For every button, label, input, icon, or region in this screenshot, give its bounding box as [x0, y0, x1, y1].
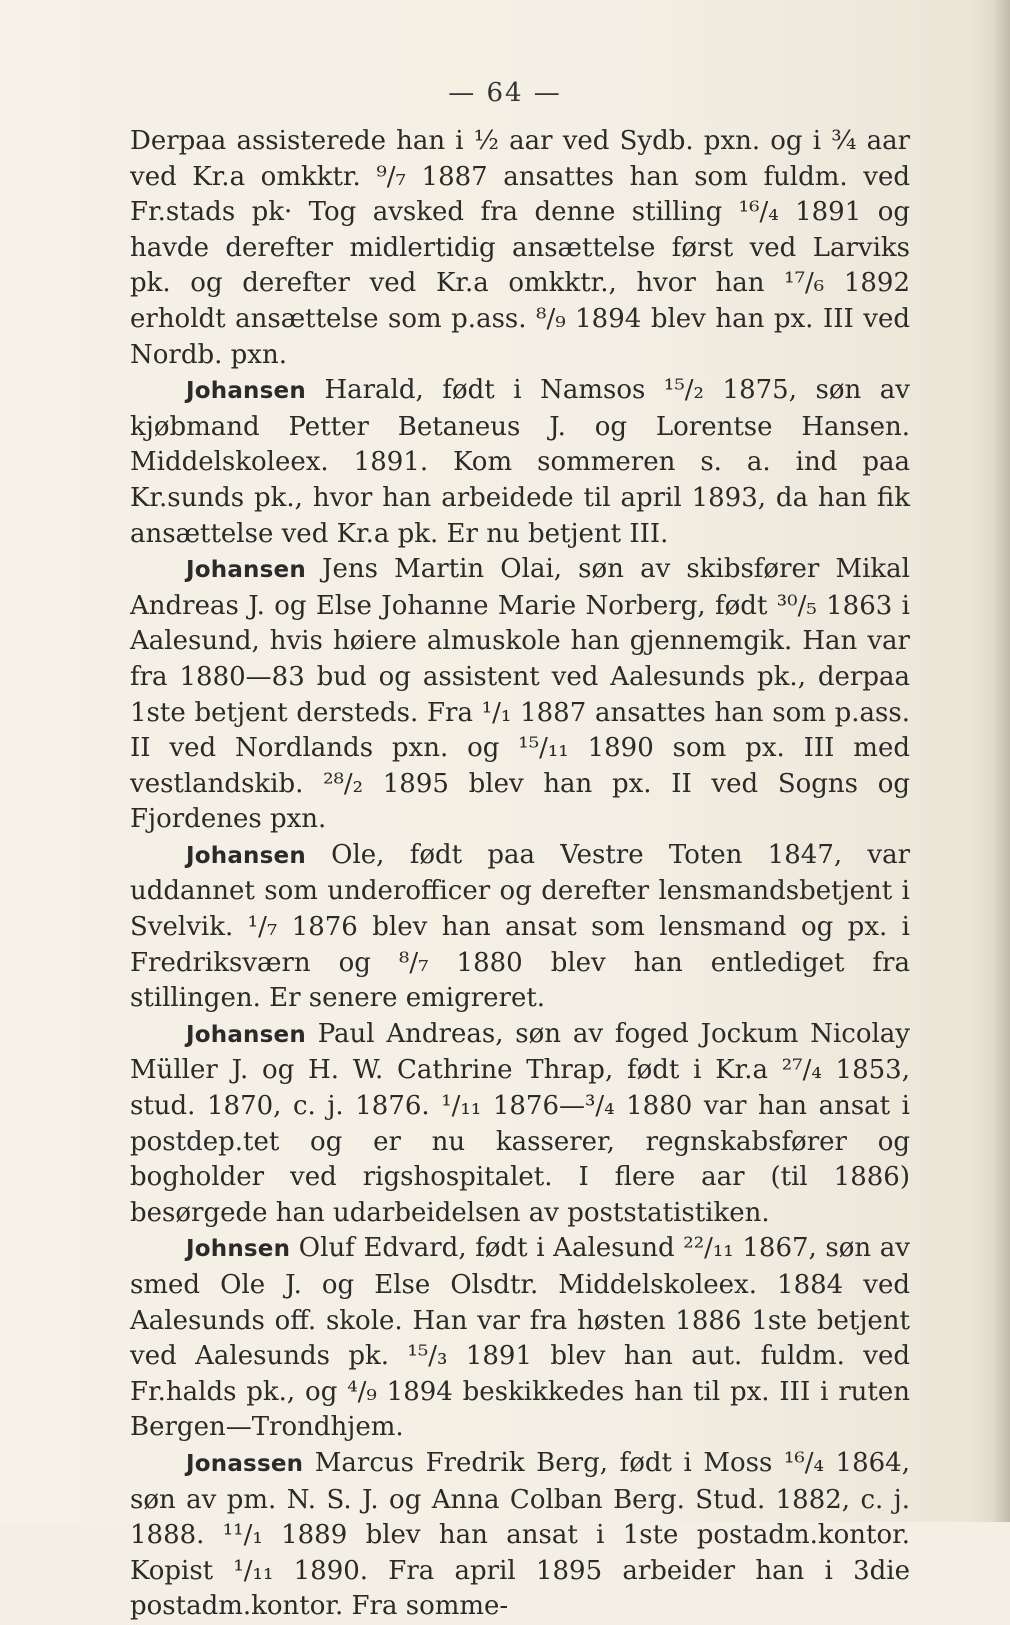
entry-text: Jens Martin Olai, søn av skibsfører Mikal Andreas J. og Else Johanne Marie Norberg, født ³⁰/₅ 1863 i Aalesund, hvis høiere almuskole han gjennemgik. Han var fra 1880—83 bud og assistent ved Aalesunds pk., derpaa 1ste betjent dersteds. Fra ¹/₁ 1887 ansattes han som p.ass. II ved Nordlands pxn. og ¹⁵/₁₁ 1890 som px. III med vestlandskib. ²⁸/₂ 1895 blev han px. II ved Sogns og Fjordenes pxn. [130, 554, 910, 835]
paragraph-text: Derpaa assisterede han i ½ aar ved Sydb. pxn. og i ¾ aar ved Kr.a omkktr. ⁹/₇ 1887 ansattes han som fuldm. ved Fr.stads pk· Tog avsked fra denne stilling ¹⁶/₄ 1891 og havde derefter midlertidig ansættelse først ved Larviks pk. og derefter ved Kr.a omkktr., hvor han ¹⁷/₆ 1892 erholdt ansættelse som p.ass. ⁸/₉ 1894 blev han px. III ved Nordb. pxn. [130, 126, 910, 370]
entry-surname: Johansen [186, 1021, 306, 1048]
entry-johansen-jens [130, 552, 910, 838]
entry-surname: Johansen [186, 842, 306, 869]
entry-text: Marcus Fredrik Berg, født i Moss ¹⁶/₄ 1864, søn av pm. N. S. J. og Anna Colban Berg. Stud. 1882, c. j. 1888. ¹¹/₁ 1889 blev han ansat i 1ste postadm.kontor. Kopist ¹/₁₁ 1890. Fra april 1895 arbeider han i 3die postadm.kontor. Fra somme- [130, 1447, 910, 1622]
entry-text: Harald, født i Namsos ¹⁵/₂ 1875, søn av kjøbmand Petter Betaneus J. og Lorentse Hansen. Middelskoleex. 1891. Kom sommeren s. a. ind paa Kr.sunds pk., hvor han arbeidede til april 1893, da han fik ansættelse ved Kr.a pk. Er nu betjent III. [130, 375, 910, 549]
entry-text: Paul Andreas, søn av foged Jockum Nicolay Müller J. og H. W. Cathrine Thrap, født i Kr.a ²⁷/₄ 1853, stud. 1870, c. j. 1876. ¹/₁₁ 1876—³/₄ 1880 var han ansat i postdep.tet og er nu kasserer, regnskabsfører og bogholder ved rigshospitalet. I flere aar (til 1886) besørgede han udarbeidelsen av poststatistiken. [130, 1018, 910, 1228]
entry-johansen-paul [130, 1017, 910, 1232]
page-edge-shadow [992, 0, 1010, 1522]
entry-johnsen-oluf [130, 1231, 910, 1446]
entry-surname: Johansen [186, 557, 306, 584]
entry-surname: Johansen [186, 378, 306, 405]
paragraph-continuation [130, 124, 910, 373]
entry-johansen-ole [130, 838, 910, 1017]
page-body [130, 124, 910, 1625]
entry-text: Ole, født paa Vestre Toten 1847, var uddannet som underofficer og derefter lensmandsbetjent i Svelvik. ¹/₇ 1876 blev han ansat som lensmand og px. i Fredriksværn og ⁸/₇ 1880 blev han entlediget fra stillingen. Er senere emigreret. [130, 839, 910, 1014]
entry-johansen-harald [130, 373, 910, 552]
entry-surname: Jonassen [186, 1450, 304, 1477]
page-number: — 64 — [448, 78, 562, 108]
entry-text: Oluf Edvard, født i Aalesund ²²/₁₁ 1867, søn av smed Ole J. og Else Olsdtr. Middelskoleex. 1884 ved Aalesunds off. skole. Han var fra høsten 1886 1ste betjent ved Aalesunds pk. ¹⁵/₃ 1891 blev han aut. fuldm. ved Fr.halds pk., og ⁴/₉ 1894 beskikkedes han til px. III i ruten Bergen—Trondhjem. [130, 1233, 910, 1443]
entry-jonassen-marcus [130, 1446, 910, 1625]
entry-surname: Johnsen [186, 1236, 291, 1263]
